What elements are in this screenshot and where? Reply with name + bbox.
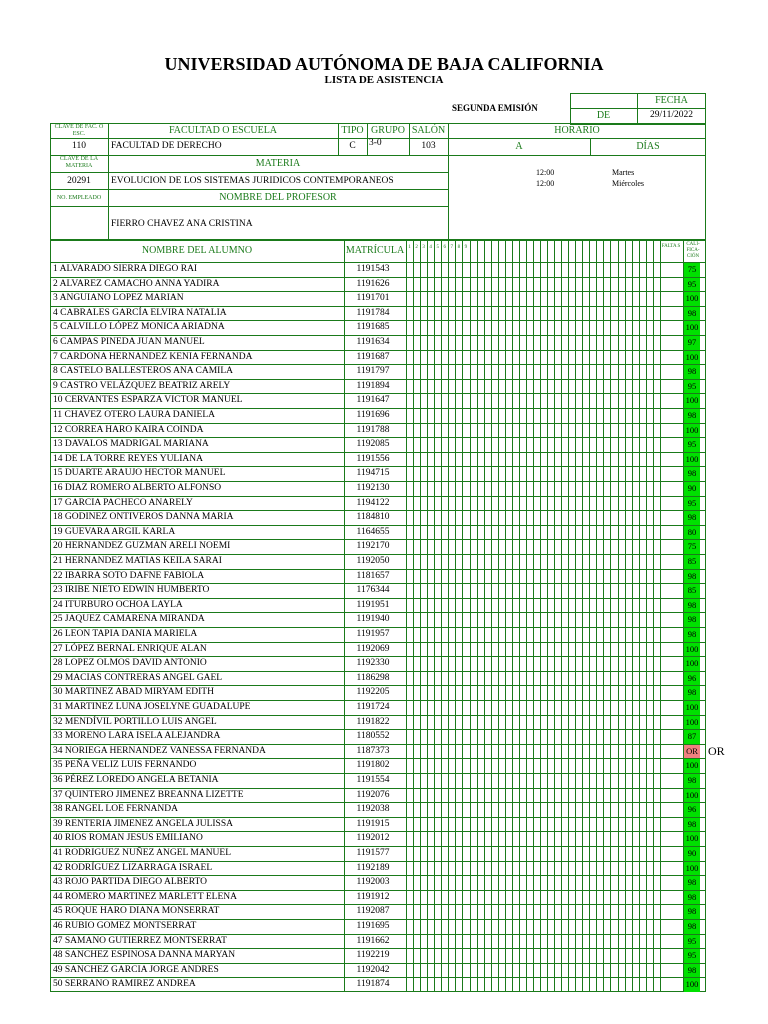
student-matricula: 1192130 xyxy=(356,483,390,493)
horario-label: HORARIO xyxy=(554,125,600,136)
row-rule xyxy=(50,729,706,730)
student-grade: 100 xyxy=(684,643,700,657)
student-grade: 100 xyxy=(684,351,700,365)
row-rule xyxy=(50,510,706,511)
column-rule xyxy=(639,240,640,992)
grade-flag: OR xyxy=(708,743,725,758)
student-name: 4 CABRALES GARCÍA ELVIRA NATALIA xyxy=(53,307,227,318)
student-grade: 98 xyxy=(684,818,700,832)
salon-label: SALÓN xyxy=(411,125,446,136)
student-name: 20 HERNANDEZ GUZMAN ARELI NOEMI xyxy=(53,541,231,552)
student-matricula: 1192050 xyxy=(356,556,390,566)
student-matricula: 1191626 xyxy=(356,278,390,289)
student-matricula: 1191554 xyxy=(356,775,390,785)
row-rule xyxy=(50,656,706,657)
student-matricula: 1191802 xyxy=(356,760,390,771)
student-matricula: 1192170 xyxy=(356,541,390,552)
materia-value: EVOLUCION DE LOS SISTEMAS JURIDICOS CONTEMPORANEOS xyxy=(111,176,394,186)
row-rule xyxy=(50,291,706,292)
student-matricula: 1192069 xyxy=(356,643,390,654)
matricula-header: MATRÍCULA xyxy=(345,245,405,256)
student-name: 32 MENDÍVIL PORTILLO LUIS ANGEL xyxy=(53,716,217,727)
student-matricula: 1191647 xyxy=(356,395,390,406)
student-name: 8 CASTELO BALLESTEROS ANA CAMILA xyxy=(53,366,233,377)
row-rule xyxy=(50,569,706,570)
student-name: 13 DAVALOS MADRIGAL MARIANA xyxy=(53,439,209,450)
column-rule xyxy=(512,240,513,992)
column-rule xyxy=(462,240,463,992)
row-rule xyxy=(50,963,706,964)
column-rule xyxy=(406,240,407,992)
row-rule xyxy=(50,277,706,278)
student-matricula: 1192012 xyxy=(356,833,390,844)
student-matricula: 1191634 xyxy=(356,337,390,347)
student-grade: 98 xyxy=(684,409,700,423)
facultad-label: FACULTAD O ESCUELA xyxy=(168,125,278,136)
student-grade: 95 xyxy=(684,935,700,949)
column-rule xyxy=(603,240,604,992)
student-matricula: 1192189 xyxy=(356,862,390,873)
student-name: 30 MARTINEZ ABAD MIRYAM EDITH xyxy=(53,687,214,698)
a-label: A xyxy=(515,141,523,152)
student-name: 16 DIAZ ROMERO ALBERTO ALFONSO xyxy=(53,483,222,493)
student-grade: 100 xyxy=(684,862,700,876)
student-name: 41 RODRIGUEZ NUÑEZ ANGEL MANUEL xyxy=(53,848,232,858)
attendance-column-number: 8 xyxy=(457,245,461,250)
column-rule xyxy=(646,240,647,992)
row-rule xyxy=(50,364,706,365)
clave-fac-value: 110 xyxy=(72,141,86,151)
student-name: 26 LEON TAPIA DANIA MARIELA xyxy=(53,629,198,639)
column-rule xyxy=(660,240,661,992)
attendance-column-number: 5 xyxy=(436,245,439,250)
row-rule xyxy=(50,919,706,920)
row-rule xyxy=(50,393,706,394)
student-name: 23 IRIBE NIETO EDWIN HUMBERTO xyxy=(53,585,210,596)
student-grade: 98 xyxy=(684,891,700,905)
row-rule xyxy=(50,306,706,307)
row-rule xyxy=(50,452,706,453)
student-grade: 90 xyxy=(684,482,700,496)
student-grade: 100 xyxy=(684,701,700,715)
clave-materia-value: 20291 xyxy=(67,176,91,186)
column-rule xyxy=(526,240,527,992)
row-rule xyxy=(50,554,706,555)
student-name: 35 PEÑA VELIZ LUIS FERNANDO xyxy=(53,760,197,771)
student-grade: 100 xyxy=(684,292,700,306)
student-name: 47 SAMANO GUTIERREZ MONTSERRAT xyxy=(53,935,227,946)
student-name: 49 SANCHEZ GARCIA JORGE ANDRES xyxy=(53,964,219,975)
student-grade: 95 xyxy=(684,497,700,511)
column-rule xyxy=(420,240,421,992)
student-grade: 100 xyxy=(684,424,700,438)
student-name: 17 GARCIA PACHECO ANARELY xyxy=(53,497,193,508)
horario-hora-2: 12:00 xyxy=(536,179,555,188)
column-rule xyxy=(533,240,534,992)
student-name: 43 ROJO PARTIDA DIEGO ALBERTO xyxy=(53,877,208,888)
row-rule xyxy=(50,539,706,540)
row-rule xyxy=(50,948,706,949)
student-grade: 95 xyxy=(684,380,700,394)
student-name: 7 CARDONA HERNANDEZ KENIA FERNANDA xyxy=(53,351,253,362)
student-name: 36 PÉREZ LOREDO ANGELA BETANIA xyxy=(53,775,219,785)
student-matricula: 1192076 xyxy=(356,789,390,800)
student-grade: 100 xyxy=(684,716,700,730)
student-name: 42 RODRÍGUEZ LIZARRAGA ISRAEL xyxy=(53,862,213,873)
student-matricula: 1191951 xyxy=(356,599,390,610)
student-matricula: 1192038 xyxy=(356,804,390,815)
student-grade: 75 xyxy=(684,263,700,277)
row-rule xyxy=(50,466,706,467)
attendance-column-number: 2 xyxy=(415,245,418,250)
clave-fac-label: CLAVE DE FAC. O ESC. xyxy=(54,124,104,137)
student-grade: 95 xyxy=(684,438,700,452)
student-grade: 85 xyxy=(684,584,700,598)
column-rule xyxy=(610,240,611,992)
student-matricula: 1192087 xyxy=(356,906,390,917)
row-rule xyxy=(50,598,706,599)
student-matricula: 1192085 xyxy=(356,439,390,450)
row-rule xyxy=(50,744,706,745)
row-rule xyxy=(50,802,706,803)
student-matricula: 1186298 xyxy=(356,672,390,683)
horario-hora-1: 12:00 xyxy=(536,168,555,177)
attendance-column-number: 9 xyxy=(464,245,468,250)
student-matricula: 1191784 xyxy=(356,307,390,318)
student-name: 37 QUINTERO JIMENEZ BREANNA LIZETTE xyxy=(53,789,244,800)
student-name: 46 RUBIO GOMEZ MONTSERRAT xyxy=(53,921,197,931)
student-grade: 96 xyxy=(684,672,700,686)
student-name: 27 LÓPEZ BERNAL ENRIQUE ALAN xyxy=(53,643,207,654)
student-grade: 98 xyxy=(684,599,700,613)
student-name: 40 RIOS ROMAN JESUS EMILIANO xyxy=(53,833,203,844)
student-grade: 100 xyxy=(684,789,700,803)
student-grade: 95 xyxy=(684,949,700,963)
attendance-column-number: 4 xyxy=(429,245,432,250)
student-matricula: 1187373 xyxy=(356,745,390,756)
student-grade: 98 xyxy=(684,365,700,379)
student-matricula: 1191940 xyxy=(356,614,390,625)
student-name: 5 CALVILLO LÓPEZ MONICA ARIADNA xyxy=(53,322,225,333)
row-rule xyxy=(50,715,706,716)
column-rule xyxy=(653,240,654,992)
student-grade: 98 xyxy=(684,905,700,919)
student-matricula: 1191912 xyxy=(356,891,390,902)
column-rule xyxy=(491,240,492,992)
student-grade: OR xyxy=(684,745,700,759)
student-name: 2 ALVAREZ CAMACHO ANNA YADIRA xyxy=(53,278,220,289)
student-matricula: 1191915 xyxy=(356,818,390,829)
student-name: 21 HERNANDEZ MATIAS KEILA SARAI xyxy=(53,556,222,566)
student-matricula: 1191662 xyxy=(356,935,390,946)
column-rule xyxy=(470,240,471,992)
student-grade: 98 xyxy=(684,774,700,788)
faltas-header: FALTA S xyxy=(661,244,681,249)
student-matricula: 1192042 xyxy=(356,964,390,975)
row-rule xyxy=(50,408,706,409)
student-name: 48 SANCHEZ ESPINOSA DANNA MARYAN xyxy=(53,950,236,961)
student-grade: 98 xyxy=(684,686,700,700)
student-matricula: 1191685 xyxy=(356,322,390,333)
student-matricula: 1191701 xyxy=(356,293,390,304)
row-rule xyxy=(50,423,706,424)
column-rule xyxy=(484,240,485,992)
student-name: 45 ROQUE HARO DIANA MONSERRAT xyxy=(53,906,220,917)
column-rule xyxy=(540,240,541,992)
student-name: 14 DE LA TORRE REYES YULIANA xyxy=(53,453,203,464)
student-grade: 95 xyxy=(684,278,700,292)
student-grade: 100 xyxy=(684,978,700,992)
student-grade: 90 xyxy=(684,847,700,861)
student-matricula: 1191695 xyxy=(356,921,390,931)
student-matricula: 1191874 xyxy=(356,979,390,990)
materia-label: MATERIA xyxy=(255,158,301,169)
column-rule xyxy=(547,240,548,992)
student-grade: 100 xyxy=(684,657,700,671)
student-matricula: 1184810 xyxy=(356,512,390,523)
column-rule xyxy=(448,240,449,992)
student-grade: 75 xyxy=(684,540,700,554)
student-name: 31 MARTINEZ LUNA JOSELYNE GUADALUPE xyxy=(53,702,251,712)
column-rule xyxy=(477,240,478,992)
student-name: 24 ITURBURO OCHOA LAYLA xyxy=(53,599,183,610)
column-rule xyxy=(344,240,345,992)
row-rule xyxy=(50,831,706,832)
row-rule xyxy=(50,335,706,336)
dias-label: DÍAS xyxy=(636,141,660,152)
row-rule xyxy=(50,934,706,935)
attendance-column-number: 7 xyxy=(450,245,454,250)
student-name: 1 ALVARADO SIERRA DIEGO RAI xyxy=(53,264,198,274)
row-rule xyxy=(50,788,706,789)
profesor-label: NOMBRE DEL PROFESOR xyxy=(219,192,337,203)
student-matricula: 1191577 xyxy=(356,848,390,858)
row-rule xyxy=(50,671,706,672)
student-matricula: 1192330 xyxy=(356,658,390,669)
student-matricula: 1191696 xyxy=(356,410,390,420)
column-rule xyxy=(519,240,520,992)
student-name: 33 MORENO LARA ISELA ALEJANDRA xyxy=(53,731,221,742)
row-rule xyxy=(50,817,706,818)
student-grade: 80 xyxy=(684,526,700,540)
student-name: 19 GUEVARA ARGIL KARLA xyxy=(53,526,176,537)
grupo-label: GRUPO xyxy=(371,125,405,136)
column-rule xyxy=(632,240,633,992)
student-grade: 100 xyxy=(684,832,700,846)
column-rule xyxy=(589,240,590,992)
row-rule xyxy=(50,437,706,438)
date-value: 29/11/2022 xyxy=(650,110,693,120)
attendance-column-number: 3 xyxy=(422,245,425,250)
university-title: UNIVERSIDAD AUTÓNOMA DE BAJA CALIFORNIA xyxy=(164,54,604,74)
row-rule xyxy=(50,642,706,643)
row-rule xyxy=(50,525,706,526)
student-matricula: 1192003 xyxy=(356,877,390,888)
student-matricula: 1191724 xyxy=(356,702,390,712)
column-rule xyxy=(596,240,597,992)
student-matricula: 1191894 xyxy=(356,380,390,391)
horario-dia-2: Miércoles xyxy=(612,179,644,188)
student-matricula: 1180552 xyxy=(356,731,390,742)
attendance-column-number: 1 xyxy=(408,245,411,250)
student-grade: 98 xyxy=(684,876,700,890)
row-rule xyxy=(50,977,706,978)
row-rule xyxy=(50,583,706,584)
facultad-value: FACULTAD DE DERECHO xyxy=(111,141,222,151)
student-name: 22 IBARRA SOTO DAFNE FABIOLA xyxy=(53,570,205,581)
student-name: 10 CERVANTES ESPARZA VICTOR MANUEL xyxy=(53,395,243,406)
student-matricula: 1192219 xyxy=(356,950,390,961)
row-rule xyxy=(50,773,706,774)
student-matricula: 1192205 xyxy=(356,687,390,698)
student-grade: 98 xyxy=(684,613,700,627)
row-rule xyxy=(50,875,706,876)
no-empleado-label: NO. EMPLEADO xyxy=(56,195,102,201)
row-rule xyxy=(50,481,706,482)
student-grade: 98 xyxy=(684,628,700,642)
student-grade: 100 xyxy=(684,759,700,773)
row-rule xyxy=(50,861,706,862)
tipo-value: C xyxy=(349,141,356,151)
column-rule xyxy=(554,240,555,992)
emission-label: SEGUNDA EMISIÓN xyxy=(452,103,538,113)
row-rule xyxy=(50,700,706,701)
student-grade: 98 xyxy=(684,467,700,481)
row-rule xyxy=(50,627,706,628)
column-rule xyxy=(505,240,506,992)
salon-value: 103 xyxy=(421,141,436,151)
fecha-label: FECHA xyxy=(655,95,688,106)
student-name: 34 NORIEGA HERNANDEZ VANESSA FERNANDA xyxy=(53,745,266,756)
calificacion-header: CALI- FICA- CIÓN xyxy=(686,242,700,259)
student-grade: 100 xyxy=(684,394,700,408)
column-rule xyxy=(582,240,583,992)
student-name: 25 JAQUEZ CAMARENA MIRANDA xyxy=(53,614,205,625)
student-grade: 98 xyxy=(684,920,700,934)
column-rule xyxy=(413,240,414,992)
column-rule xyxy=(568,240,569,992)
column-rule xyxy=(575,240,576,992)
student-grade: 85 xyxy=(684,555,700,569)
row-rule xyxy=(50,379,706,380)
student-grade: 98 xyxy=(684,964,700,978)
student-matricula: 1194122 xyxy=(356,497,390,508)
student-name: 15 DUARTE ARAUJO HECTOR MANUEL xyxy=(53,468,226,479)
student-name: 12 CORREA HARO KAIRA COINDA xyxy=(53,424,204,435)
student-matricula: 1191543 xyxy=(356,264,390,274)
student-grade: 98 xyxy=(684,307,700,321)
student-matricula: 1191556 xyxy=(356,453,390,464)
student-matricula: 1194715 xyxy=(356,468,390,479)
student-grade: 100 xyxy=(684,453,700,467)
row-rule xyxy=(50,890,706,891)
row-rule xyxy=(50,685,706,686)
student-grade: 98 xyxy=(684,511,700,525)
student-name: 11 CHAVEZ OTERO LAURA DANIELA xyxy=(53,410,216,420)
student-matricula: 1181657 xyxy=(356,570,390,581)
student-matricula: 1191822 xyxy=(356,716,390,727)
row-rule xyxy=(50,904,706,905)
column-rule xyxy=(618,240,619,992)
student-matricula: 1191788 xyxy=(356,424,390,435)
row-rule xyxy=(50,846,706,847)
student-name: 44 ROMERO MARTINEZ MARLETT ELENA xyxy=(53,891,237,902)
student-matricula: 1176344 xyxy=(356,585,390,596)
student-name: 3 ANGUIANO LOPEZ MARIAN xyxy=(53,293,184,304)
student-name: 28 LOPEZ OLMOS DAVID ANTONIO xyxy=(53,658,207,669)
column-rule xyxy=(561,240,562,992)
header-rule xyxy=(50,262,706,263)
column-rule xyxy=(625,240,626,992)
column-rule xyxy=(441,240,442,992)
row-rule xyxy=(50,350,706,351)
student-grade: 96 xyxy=(684,803,700,817)
student-name: 38 RANGEL LOE FERNANDA xyxy=(53,804,178,815)
row-rule xyxy=(50,612,706,613)
student-matricula: 1164655 xyxy=(356,526,390,537)
student-grade: 100 xyxy=(684,321,700,335)
horario-dia-1: Martes xyxy=(612,168,635,177)
student-matricula: 1191957 xyxy=(356,629,390,639)
de-label: DE xyxy=(596,110,611,121)
clave-materia-label: CLAVE DE LA MATERIA xyxy=(59,156,99,169)
tipo-label: TIPO xyxy=(341,125,364,136)
student-grade: 98 xyxy=(684,570,700,584)
student-name: 18 GODINEZ ONTIVEROS DANNA MARIA xyxy=(53,512,234,523)
column-rule xyxy=(434,240,435,992)
student-name: 6 CAMPAS PINEDA JUAN MANUEL xyxy=(53,337,205,347)
column-rule xyxy=(498,240,499,992)
column-rule xyxy=(427,240,428,992)
student-matricula: 1191797 xyxy=(356,366,390,377)
student-grade: 97 xyxy=(684,336,700,350)
student-name: 39 RENTERIA JIMENEZ ANGELA JULISSA xyxy=(53,818,233,829)
grupo-value: 3-0 xyxy=(369,138,382,148)
student-name: 29 MACIAS CONTRERAS ANGEL GAEL xyxy=(53,672,223,683)
attendance-column-number: 6 xyxy=(443,245,447,250)
profesor-value: FIERRO CHAVEZ ANA CRISTINA xyxy=(111,219,253,229)
student-matricula: 1191687 xyxy=(356,351,390,362)
student-grade: 87 xyxy=(684,730,700,744)
row-rule xyxy=(50,496,706,497)
student-name: 50 SERRANO RAMIREZ ANDREA xyxy=(53,979,196,990)
student-name: 9 CASTRO VELÁZQUEZ BEATRIZ ARELY xyxy=(53,380,231,391)
list-title: LISTA DE ASISTENCIA xyxy=(324,74,444,86)
column-rule xyxy=(455,240,456,992)
alumno-header: NOMBRE DEL ALUMNO xyxy=(141,245,253,256)
